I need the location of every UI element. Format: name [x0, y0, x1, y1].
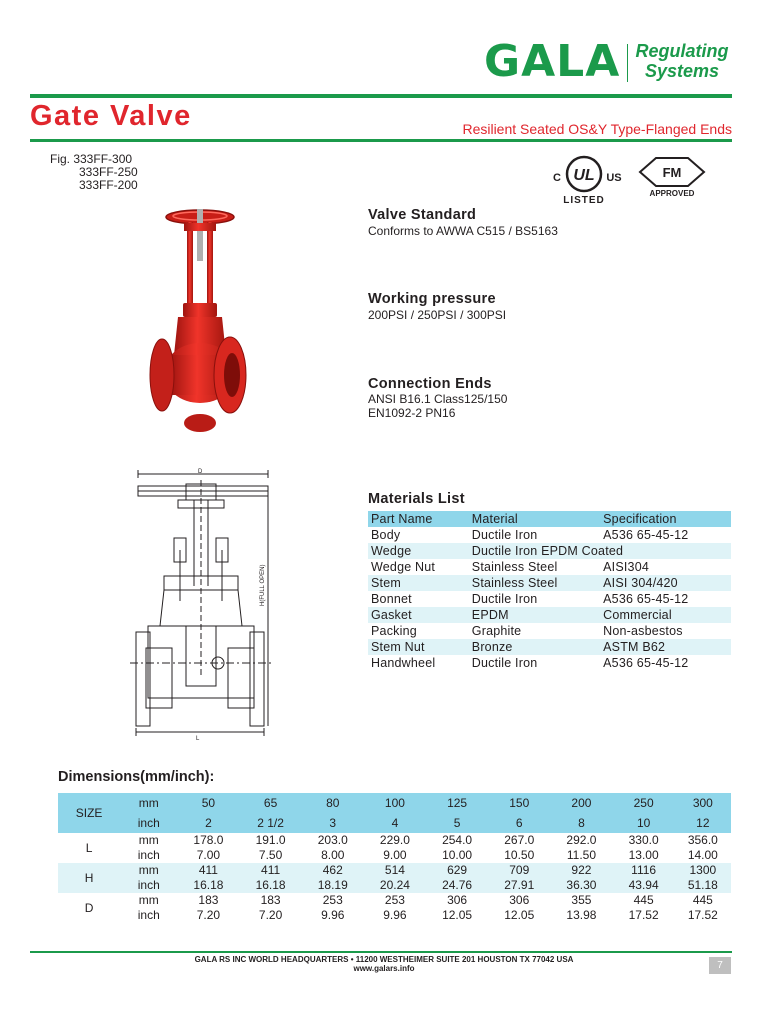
dimension-cell: 7.20 [258, 908, 283, 922]
dimension-cell: 9.96 [383, 908, 407, 922]
table-row [368, 543, 731, 559]
table-row [368, 655, 731, 671]
dimension-cell: 10.00 [442, 848, 473, 862]
logo-divider [627, 44, 628, 82]
specification-cell: AISI 304/420 [600, 575, 731, 591]
header-rule-top [30, 94, 732, 98]
dimension-cell: 306 [509, 893, 530, 907]
header-rule-bottom [30, 139, 732, 142]
unit-label: inch [120, 813, 177, 833]
material-cell: Bronze [469, 639, 600, 655]
materials-column-header: Specification [600, 511, 731, 527]
materials-column-header: Material [469, 511, 600, 527]
dimension-cell: 411 [177, 863, 239, 878]
dimension-label: D [84, 900, 94, 915]
material-cell: EPDM [469, 607, 600, 623]
size-mm-row [58, 793, 731, 813]
specification-cell: A536 65-45-12 [603, 656, 689, 670]
dimension-cell: 125 [426, 793, 488, 813]
dimension-cell: 17.52 [687, 908, 718, 922]
dimension-cell: 17.52 [628, 908, 659, 922]
dimension-cell: 12.05 [442, 908, 473, 922]
part-name-cell: Bonnet [371, 592, 412, 606]
valve-standard-text: Conforms to AWWA C515 / BS5163 [368, 224, 558, 238]
footer-rule [30, 951, 732, 953]
dimension-cell: 16.18 [177, 878, 239, 893]
specification-cell: A536 65-45-12 [603, 592, 689, 606]
dimension-cell: 11.50 [566, 848, 597, 862]
part-name-cell: Body [371, 528, 401, 542]
dimension-cell: 7.00 [196, 848, 221, 862]
working-pressure-text: 200PSI / 250PSI / 300PSI [368, 308, 507, 322]
fm-mark-text: FM [662, 165, 682, 180]
dimension-cell: 514 [364, 863, 426, 878]
dimension-cell: 355 [571, 893, 592, 907]
ul-mark-text: UL [573, 167, 595, 184]
dimension-cell: 183 [198, 893, 219, 907]
size-inch-row [58, 813, 731, 833]
dimension-row-inch [58, 848, 731, 863]
dimension-cell: 9.96 [321, 908, 345, 922]
dimension-cell: 254.0 [442, 833, 473, 847]
dimension-cell: 178.0 [193, 833, 224, 847]
specification-cell: Non-asbestos [603, 624, 683, 638]
drawing-label-d: D [198, 469, 203, 475]
dimension-cell: 13.98 [566, 908, 597, 922]
materials-heading: Materials List [368, 491, 465, 507]
valve-standard-heading: Valve Standard [368, 207, 477, 223]
table-row [368, 559, 731, 575]
fm-approved-text: APPROVED [649, 189, 695, 198]
dimension-cell: 253 [384, 893, 405, 907]
dimension-cell: 267.0 [504, 833, 535, 847]
dimension-cell: 445 [633, 893, 654, 907]
part-name-cell: Gasket [368, 607, 469, 623]
dimension-label: L [85, 840, 93, 855]
dimension-cell: 27.91 [488, 878, 550, 893]
material-cell: Ductile Iron EPDM Coated [469, 543, 731, 559]
dimension-row-mm [58, 833, 731, 848]
specification-cell: AISI304 [603, 560, 650, 574]
dimension-cell: 629 [426, 863, 488, 878]
page-number: 7 [709, 957, 731, 974]
table-row [368, 527, 731, 543]
size-label: SIZE [58, 793, 120, 833]
materials-table [368, 511, 731, 671]
unit-label: mm [120, 793, 177, 813]
dimension-cell: 5 [426, 813, 488, 833]
part-name-cell: Handwheel [371, 656, 436, 670]
table-row [368, 575, 731, 591]
dimension-cell: 356.0 [687, 833, 718, 847]
tagline-line-1: Regulating [635, 41, 729, 61]
brand-logo: GALA [484, 36, 621, 87]
brand-tagline [630, 41, 734, 81]
dimension-row-mm [58, 863, 731, 878]
dimension-cell: 100 [364, 793, 426, 813]
dimension-cell: 9.00 [383, 848, 407, 862]
drawing-label-h: H(FULL OPEN) [260, 564, 266, 606]
dimensions-heading: Dimensions(mm/inch): [58, 769, 215, 785]
dimension-cell: 253 [322, 893, 343, 907]
dimension-cell: 12 [675, 813, 731, 833]
material-cell: Stainless Steel [471, 560, 558, 574]
figure-model: 333FF-200 [79, 178, 138, 192]
table-row [368, 639, 731, 655]
dimension-cell: 1300 [675, 863, 731, 878]
dimension-cell: 16.18 [240, 878, 302, 893]
gate-valve-image [140, 205, 250, 445]
footer-website: www.galars.info [353, 964, 415, 973]
dimension-cell: 6 [488, 813, 550, 833]
valve-technical-drawing [128, 466, 278, 742]
dimension-cell: 922 [550, 863, 612, 878]
dimension-row-mm [58, 893, 731, 908]
dimension-cell: 200 [550, 793, 612, 813]
dimension-cell: 7.50 [258, 848, 283, 862]
part-name-cell: Wedge [368, 543, 469, 559]
material-cell: Graphite [471, 624, 522, 638]
figure-model: 333FF-250 [79, 165, 138, 179]
dimensions-table [58, 793, 731, 923]
dimension-cell: 1116 [613, 863, 675, 878]
page-subtitle: Resilient Seated OS&Y Type-Flanged Ends [462, 121, 732, 137]
dimension-cell: 229.0 [379, 833, 410, 847]
table-row [368, 591, 731, 607]
dimension-cell: 18.19 [302, 878, 364, 893]
dimension-cell: 65 [240, 793, 302, 813]
specification-cell: Commercial [600, 607, 731, 623]
dimension-cell: 20.24 [364, 878, 426, 893]
table-row [368, 607, 731, 623]
working-pressure-heading: Working pressure [368, 291, 496, 307]
dimension-cell: 150 [488, 793, 550, 813]
part-name-cell: Packing [371, 624, 417, 638]
dimension-cell: 50 [177, 793, 239, 813]
materials-header-row [368, 511, 731, 527]
connection-ends-heading: Connection Ends [368, 376, 492, 392]
dimension-cell: 14.00 [687, 848, 718, 862]
figure-models [50, 153, 138, 192]
connection-ends-line-2: EN1092-2 PN16 [368, 406, 456, 420]
part-name-cell: Stem [368, 575, 469, 591]
dimension-cell: 12.05 [504, 908, 535, 922]
unit-label: mm [138, 893, 159, 907]
dimension-cell: 445 [692, 893, 713, 907]
dimension-cell: 36.30 [550, 878, 612, 893]
page-title: Gate Valve [30, 100, 192, 132]
dimension-cell: 24.76 [426, 878, 488, 893]
unit-label: inch [137, 908, 160, 922]
ul-left-text: C [553, 172, 561, 184]
table-row [368, 623, 731, 639]
ul-right-text: US [606, 172, 622, 184]
dimension-cell: 300 [675, 793, 731, 813]
material-cell: Ductile Iron [471, 656, 538, 670]
connection-ends-line-1: ANSI B16.1 Class125/150 [368, 392, 508, 406]
figure-model: Fig. 333FF-300 [50, 152, 133, 166]
material-cell: Ductile Iron [471, 592, 538, 606]
part-name-cell: Stem Nut [368, 639, 469, 655]
dimension-cell: 2 1/2 [240, 813, 302, 833]
dimension-cell: 462 [302, 863, 364, 878]
ul-listed-mark [548, 150, 624, 206]
dimension-cell: 4 [364, 813, 426, 833]
ul-listed-text: LISTED [563, 195, 605, 206]
footer-address: GALA RS INC WORLD HEADQUARTERS • 11200 WESTHEIMER SUITE 201 HOUSTON TX 77042 USA [194, 955, 574, 964]
dimension-cell: 330.0 [628, 833, 659, 847]
dimension-cell: 7.20 [196, 908, 221, 922]
unit-label: mm [138, 833, 159, 847]
fm-approved-mark [636, 152, 708, 198]
dimension-row-inch [58, 908, 731, 923]
dimension-cell: 191.0 [255, 833, 286, 847]
dimension-cell: 306 [447, 893, 468, 907]
unit-label: mm [120, 863, 177, 878]
dimension-label: H [58, 863, 120, 893]
dimension-cell: 183 [260, 893, 281, 907]
dimension-cell: 250 [613, 793, 675, 813]
dimension-cell: 51.18 [675, 878, 731, 893]
materials-column-header: Part Name [368, 511, 469, 527]
dimension-cell: 13.00 [628, 848, 659, 862]
dimension-cell: 10 [613, 813, 675, 833]
specification-cell: ASTM B62 [600, 639, 731, 655]
dimension-cell: 8 [550, 813, 612, 833]
tagline-line-2: Systems [644, 61, 720, 81]
dimension-cell: 10.50 [504, 848, 535, 862]
dimension-cell: 3 [302, 813, 364, 833]
dimension-cell: 2 [177, 813, 239, 833]
material-cell: Ductile Iron [471, 528, 538, 542]
part-name-cell: Wedge Nut [371, 560, 436, 574]
unit-label: inch [137, 848, 160, 862]
dimension-cell: 411 [240, 863, 302, 878]
dimension-cell: 43.94 [613, 878, 675, 893]
dimension-cell: 8.00 [321, 848, 345, 862]
dimension-cell: 80 [302, 793, 364, 813]
specification-cell: A536 65-45-12 [603, 528, 689, 542]
dimension-cell: 292.0 [566, 833, 597, 847]
drawing-label-l: L [196, 736, 200, 742]
dimension-row-inch [58, 878, 731, 893]
material-cell: Stainless Steel [469, 575, 600, 591]
dimension-cell: 203.0 [317, 833, 348, 847]
dimension-cell: 709 [488, 863, 550, 878]
unit-label: inch [120, 878, 177, 893]
